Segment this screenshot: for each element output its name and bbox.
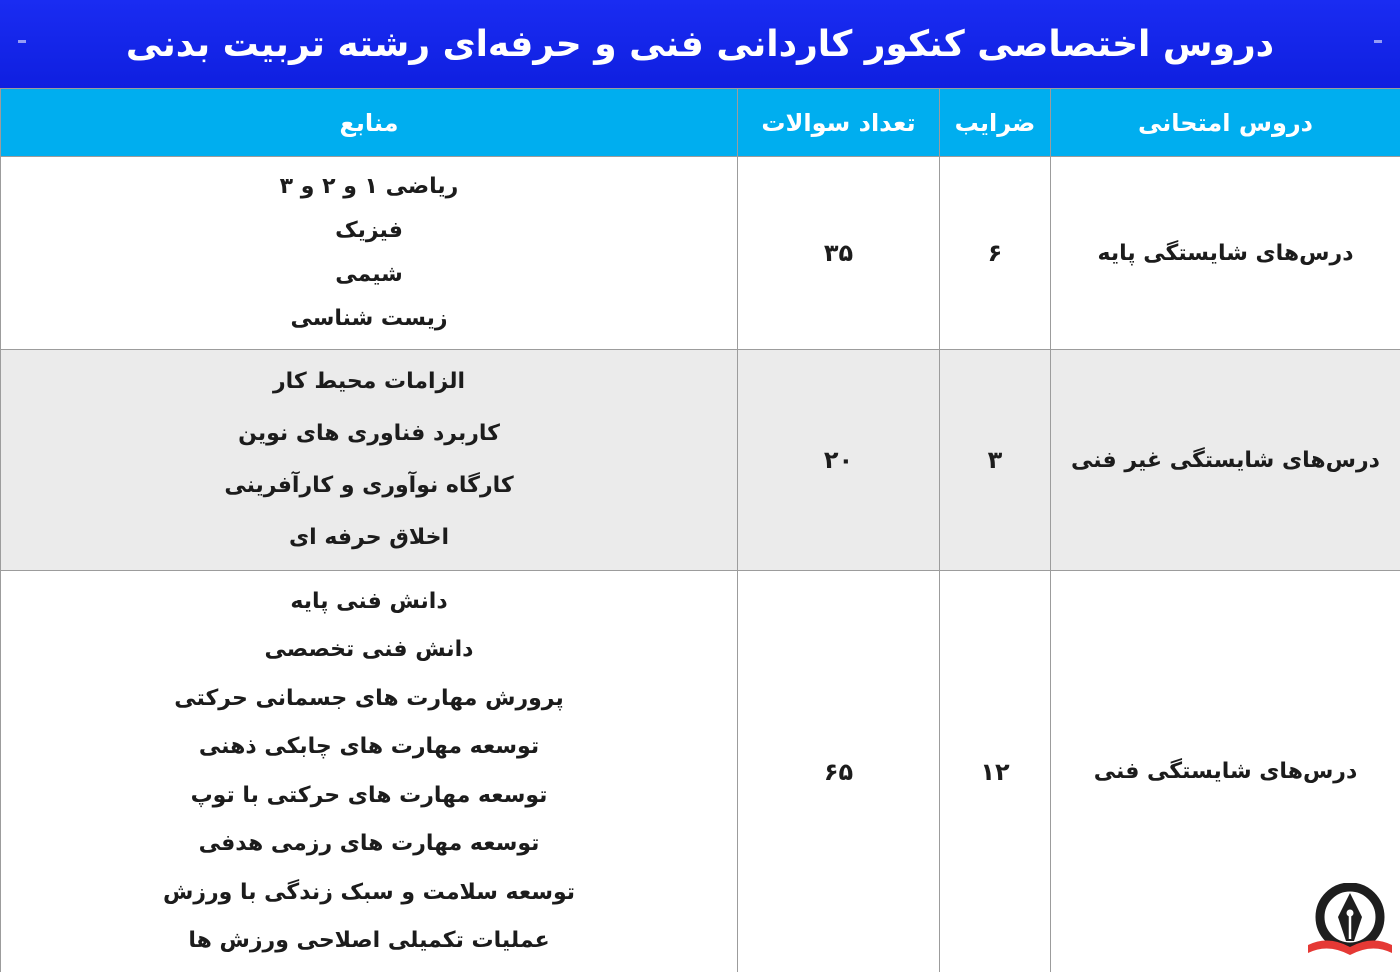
source-item: توسعه مهارت های رزمی هدفی bbox=[198, 831, 540, 856]
table-header-row bbox=[1, 89, 1400, 157]
course-cell: درس‌های شایستگی غیر فنی bbox=[1051, 350, 1400, 571]
source-item: کارگاه نوآوری و کارآفرینی bbox=[224, 473, 514, 498]
title-decoration-mark bbox=[1374, 40, 1382, 43]
source-item: توسعه سلامت و سبک زندگی با ورزش bbox=[162, 879, 576, 905]
source-item: دانش فنی پایه bbox=[290, 588, 448, 614]
sources-cell bbox=[1, 350, 738, 571]
header-course: دروس امتحانی bbox=[1051, 89, 1400, 157]
course-cell: درس‌های شایستگی پایه bbox=[1051, 157, 1400, 350]
sources-cell bbox=[1, 571, 738, 972]
title-bar bbox=[0, 0, 1400, 88]
source-item: توسعه مهارت های حرکتی با توپ bbox=[190, 782, 548, 808]
source-item: اخلاق حرفه ای bbox=[288, 525, 450, 550]
source-item: شیمی bbox=[335, 262, 403, 287]
source-item: الزامات محیط کار bbox=[272, 369, 466, 394]
coefficient-cell: ۳ bbox=[940, 350, 1051, 571]
question-count-cell: ۳۵ bbox=[738, 157, 940, 350]
header-question-count: تعداد سوالات bbox=[738, 89, 940, 157]
exam-subjects-table bbox=[0, 88, 1400, 972]
header-sources: منابع bbox=[1, 89, 738, 157]
coefficient-cell: ۱۲ bbox=[940, 571, 1051, 972]
source-item: عملیات تکمیلی اصلاحی ورزش ها bbox=[188, 928, 550, 953]
source-item: فیزیک bbox=[335, 218, 403, 243]
source-item: زیست شناسی bbox=[290, 306, 448, 331]
sources-cell bbox=[1, 157, 738, 350]
coefficient-cell: ۶ bbox=[940, 157, 1051, 350]
source-item: ریاضی ۱ و ۲ و ۳ bbox=[279, 174, 459, 199]
table-row bbox=[1, 571, 1400, 972]
source-item: پرورش مهارت های جسمانی حرکتی bbox=[174, 685, 564, 711]
table-row bbox=[1, 350, 1400, 571]
title-decoration-mark bbox=[18, 40, 26, 43]
header-coefficient: ضرایب bbox=[940, 89, 1051, 157]
page-title: دروس اختصاصی کنکور کاردانی فنی و حرفه‌ای رشته تربیت بدنی bbox=[125, 23, 1275, 65]
course-cell: درس‌های شایستگی فنی bbox=[1051, 571, 1400, 972]
question-count-cell: ۲۰ bbox=[738, 350, 940, 571]
source-item: کاربرد فناوری های نوین bbox=[238, 421, 500, 446]
source-item: توسعه مهارت های چابکی ذهنی bbox=[198, 734, 540, 759]
pen-nib-book-logo-icon bbox=[1306, 883, 1394, 963]
source-item: دانش فنی تخصصی bbox=[264, 637, 474, 662]
table-row bbox=[1, 157, 1400, 350]
question-count-cell: ۶۵ bbox=[738, 571, 940, 972]
